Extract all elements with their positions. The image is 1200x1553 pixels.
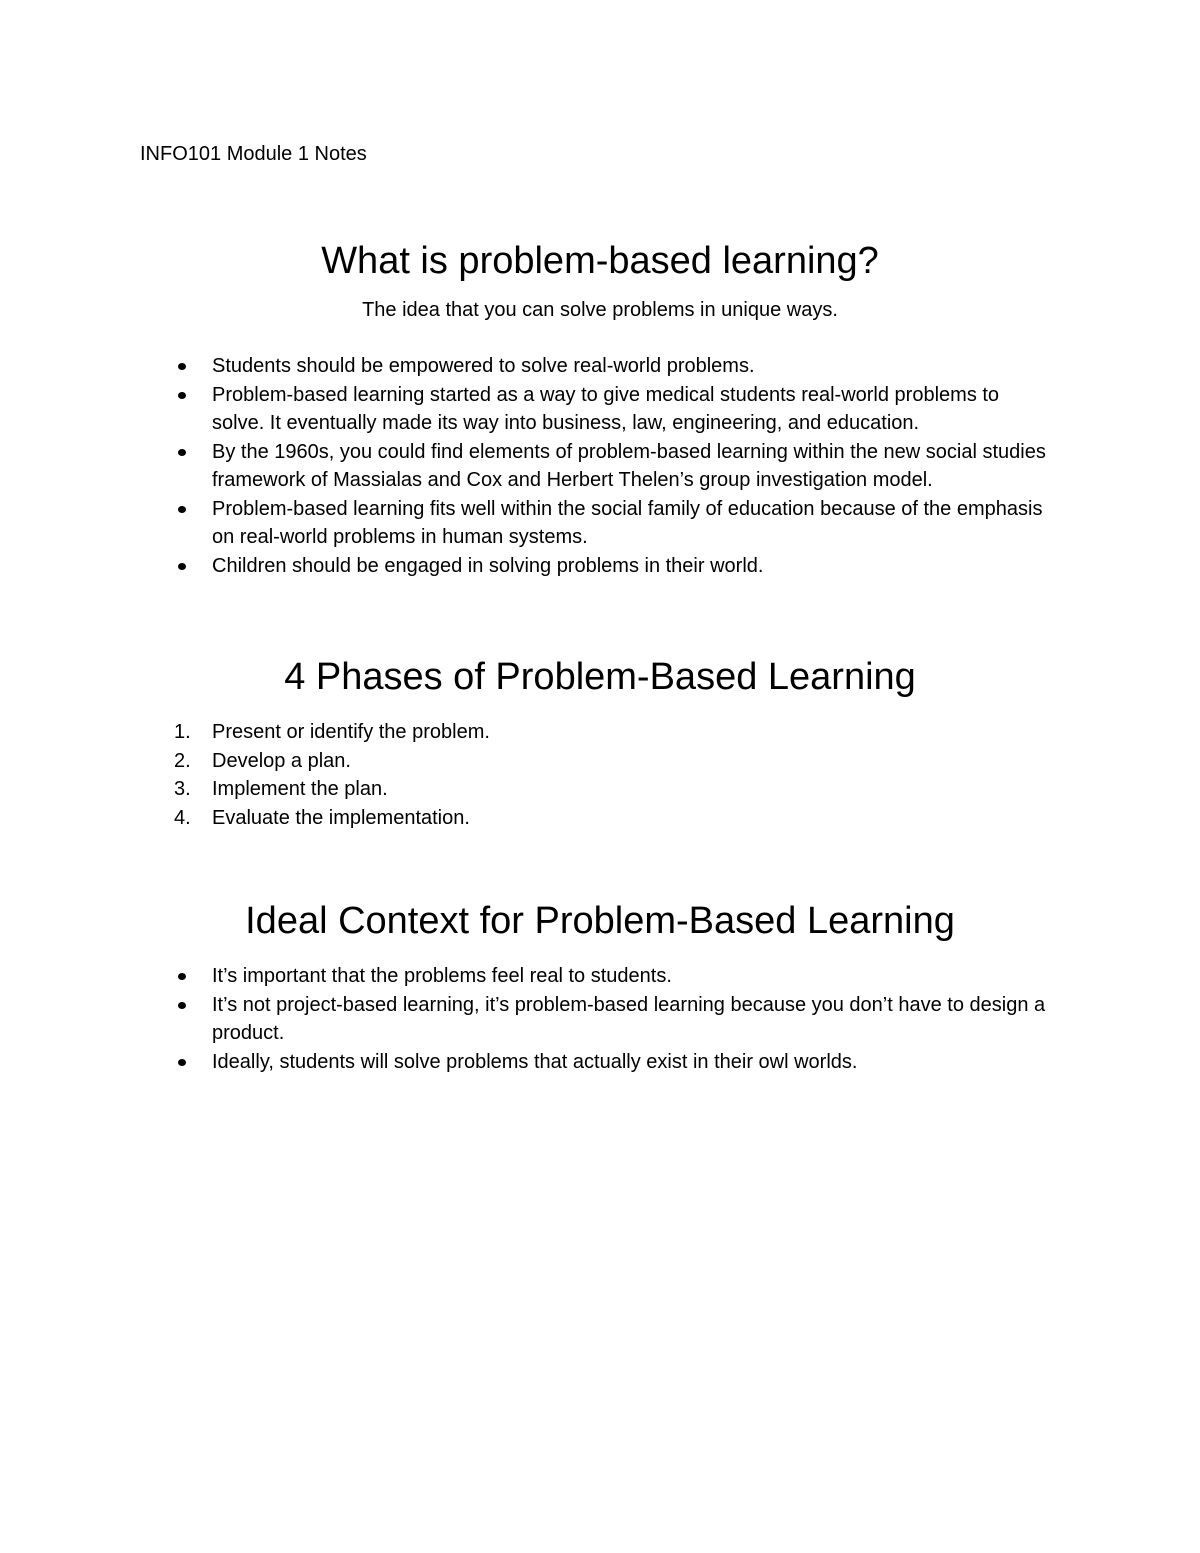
list-item-number: 1. [174,721,191,743]
document-header: INFO101 Module 1 Notes [140,143,367,165]
list-item [0,804,1200,833]
list-item [0,1048,1200,1077]
list-item-text: Develop a plan. [212,749,351,772]
list-item-text: Implement the plan. [212,778,388,800]
list-item [0,438,1200,495]
bullet-icon [178,1002,186,1009]
list-item-text: It’s important that the problems feel real to students. [212,965,672,987]
list-item-number: 4. [174,806,191,829]
bullet-icon [178,449,186,456]
list-item [0,352,1200,381]
numbered-list [0,718,1200,832]
bullet-icon [178,1059,186,1066]
list-item [0,962,1200,991]
section-title: Ideal Context for Problem-Based Learning [245,900,955,942]
list-item-text: Problem-based learning started as a way to give medical students real-world problems to solve. It eventually made its way into business, law, engineering, and education. [212,383,1000,434]
list-item [0,718,1200,747]
list-item [0,381,1200,438]
list-item-text: By the 1960s, you could find elements of problem-based learning within the new social studies framework of Massialas and Cox and Herbert Thelen’s group investigation model. [212,440,1046,491]
list-item-text: Ideally, students will solve problems that actually exist in their owl worlds. [212,1050,858,1073]
bullet-icon [178,363,186,370]
list-item-text: Present or identify the problem. [212,721,490,743]
bullet-list [0,962,1200,1076]
list-item-text: Evaluate the implementation. [212,806,470,829]
list-item-number: 2. [174,749,191,772]
section-title: 4 Phases of Problem-Based Learning [284,656,916,698]
list-item [0,747,1200,776]
section-subtitle: The idea that you can solve problems in unique ways. [362,299,838,321]
bullet-list [0,352,1200,580]
section-ideal-context [0,898,1200,1076]
bullet-icon [178,563,186,570]
list-item [0,991,1200,1048]
list-item [0,495,1200,552]
section-what-is-pbl [0,238,1200,580]
list-item-text: It’s not project-based learning, it’s problem-based learning because you don’t have to design a product. [212,993,1046,1044]
bullet-icon [178,506,186,513]
list-item-number: 3. [174,778,191,800]
list-item-text: Problem-based learning fits well within the social family of education because of the emphasis on real-world problems in human systems. [212,497,1043,548]
list-item [0,775,1200,804]
bullet-icon [178,392,186,399]
list-item [0,552,1200,581]
list-item-text: Students should be empowered to solve real-world problems. [212,355,755,377]
section-title: What is problem-based learning? [321,240,879,282]
list-item-text: Children should be engaged in solving problems in their world. [212,554,764,577]
bullet-icon [178,973,186,980]
section-four-phases [0,654,1200,832]
